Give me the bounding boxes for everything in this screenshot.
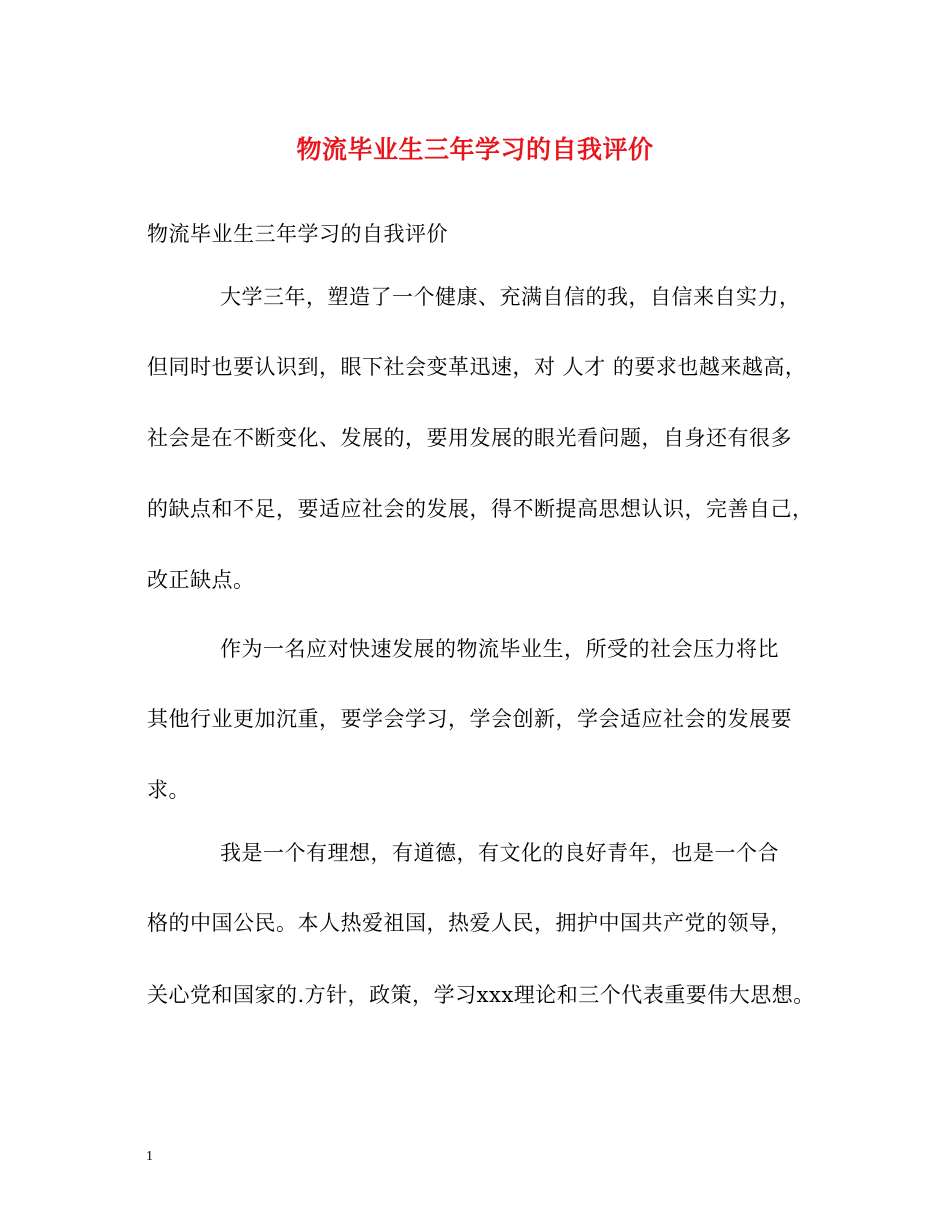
paragraph-1-line-4: 的缺点和不足，要适应社会的发展，得不断提高思想认识，完善自己， bbox=[147, 497, 814, 521]
paragraph-2-line-1: 作为一名应对快速发展的物流毕业生，所受的社会压力将比 bbox=[220, 637, 779, 661]
document-title: 物流毕业生三年学习的自我评价 bbox=[296, 135, 654, 164]
paragraph-2-line-3: 求。 bbox=[147, 778, 190, 802]
paragraph-3-line-2: 格的中国公民。本人热爱祖国，热爱人民，拥护中国共产党的领导， bbox=[147, 911, 792, 935]
paragraph-1-line-2: 但同时也要认识到，眼下社会变革迅速，对 人才 的要求也越来越高， bbox=[147, 355, 807, 379]
paragraph-3-line-1: 我是一个有理想，有道德，有文化的良好青年，也是一个合 bbox=[220, 841, 779, 865]
paragraph-3-line-3: 关心党和国家的.方针，政策，学习xxx理论和三个代表重要伟大思想。 bbox=[147, 983, 815, 1007]
paragraph-1-line-1: 大学三年，塑造了一个健康、充满自信的我，自信来自实力， bbox=[220, 285, 801, 309]
paragraph-1-line-5: 改正缺点。 bbox=[147, 568, 255, 592]
paragraph-2-line-2: 其他行业更加沉重，要学会学习，学会创新，学会适应社会的发展要 bbox=[147, 707, 792, 731]
paragraph-1-line-3: 社会是在不断变化、发展的，要用发展的眼光看问题，自身还有很多 bbox=[147, 426, 792, 450]
page-number: 1 bbox=[146, 1149, 153, 1164]
subtitle-line: 物流毕业生三年学习的自我评价 bbox=[147, 222, 448, 246]
